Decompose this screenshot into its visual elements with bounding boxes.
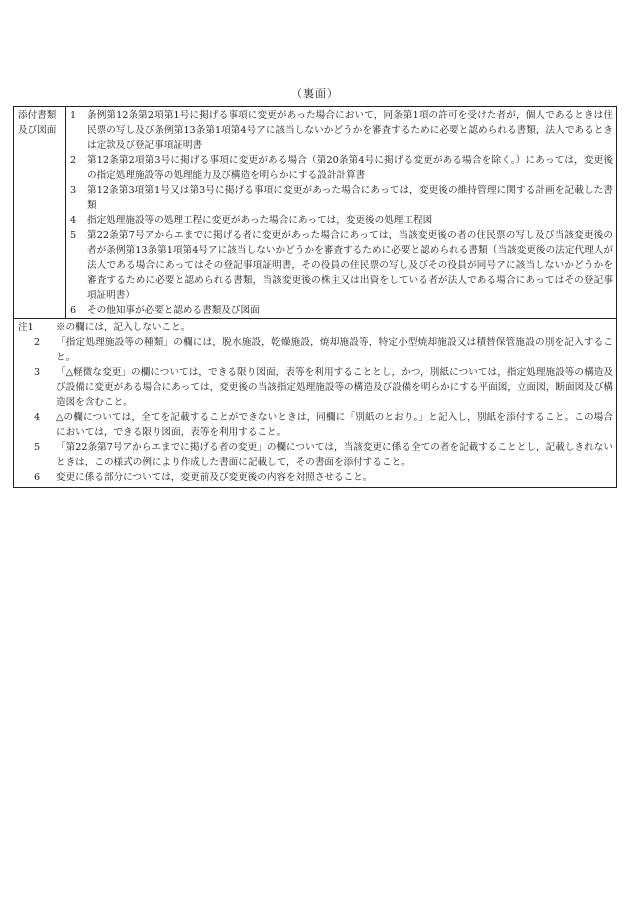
note-number: 4 — [33, 412, 41, 423]
attachment-item-number: 2 — [70, 155, 77, 166]
note-text: ※の欄には，記入しないこと。 — [56, 322, 191, 333]
attachments-label-line2: 及び図面 — [18, 125, 57, 136]
attachments-label — [14, 107, 66, 318]
note-text: 変更に係る部分については，変更前及び変更後の内容を対照させること。 — [56, 472, 373, 483]
note-text: 「△軽微な変更」の欄については，できる限り図面，表等を利用することとし，かつ，別紙については，指定処理施設等の構造及び設備に変更がある場合にあっては，変更後の当該指定処理施設等の構造及び設備を明らかにする平面図，立面図，断面図及び構造図を含むこと。 — [56, 367, 613, 408]
note-text: 「指定処理施設等の種類」の欄には，脱水施設，乾燥施設，焼却施設等，特定小型焼却施設又は積替保管施設の別を記入すること。 — [56, 337, 613, 363]
note-number: 3 — [33, 367, 41, 378]
note-text: △の欄については，全てを記載することができないときは，同欄に「別紙のとおり。」と記入し，別紙を添付すること。この場合においては，できる限り図面，表等を利用すること。 — [56, 412, 613, 438]
attachment-item-5 — [70, 228, 613, 303]
attachment-item-number: 4 — [70, 215, 77, 226]
attachment-item-number: 3 — [70, 185, 77, 196]
note-5 — [18, 440, 613, 470]
note-2 — [18, 335, 613, 365]
note-3 — [18, 365, 613, 410]
note-number: 6 — [33, 472, 41, 483]
attachments-list — [66, 107, 616, 318]
attachment-item-text: その他知事が必要と認める書類及び図面 — [87, 305, 260, 316]
attachment-item-number: 6 — [70, 305, 77, 316]
attachment-item-text: 指定処理施設等の処理工程に変更があった場合にあっては，変更後の処理工程図 — [87, 215, 433, 226]
attachment-item-4 — [70, 213, 613, 228]
notes-section — [14, 319, 616, 487]
attachment-item-text: 第22条第7号アからエまでに掲げる者に変更があった場合にあっては，当該変更後の者の住民票の写し及び当該変更後の者が条例第13条第1項第4号アに該当しないかどうかを審査するために必要と認められる書類（当該変更後の法定代理人が法人である場合にあってはその登記事項証明書，その役員の住民票の写し及びその役員が同号アに該当しないかどうかを審査するために必要と認められる書類，当該変更後の株主又は出資をしている者が法人である場合にあってはその登記事項証明書） — [87, 230, 613, 301]
note-number: 2 — [33, 337, 41, 348]
attachments-label-line1: 添付書類 — [18, 110, 57, 121]
attachment-item-text: 第12条第3項第1号又は第3号に掲げる事項に変更があった場合にあっては，変更後の維持管理に関する計画を記載した書類 — [87, 185, 613, 211]
page-heading: （裏面） — [291, 87, 339, 100]
attachment-item-6 — [70, 303, 613, 318]
attachment-item-text: 条例第12条第2項第1号に掲げる事項に変更があった場合において，同条第1項の許可を受けた者が，個人であるときは住民票の写し及び条例第13条第1項第4号アに該当しないかどうかを審査するために必要と認められる書類，法人であるときは定款及び登記事項証明書 — [87, 110, 613, 151]
attachment-item-number: 1 — [70, 110, 77, 121]
note-text: 「第22条第7号アからエまでに掲げる者の変更」の欄については，当該変更に係る全ての者を記載することとし，記載しきれないときは，この様式の例により作成した書面に記載して，その書面を添付すること。 — [56, 442, 613, 468]
attachment-item-text: 第12条第2項第3号に掲げる事項に変更がある場合（第20条第4号に掲げる変更がある場合を除く。）にあっては，変更後の指定処理施設等の処理能力及び構造を明らかにする設計計算書 — [87, 155, 613, 181]
attachment-item-1 — [70, 108, 613, 153]
note-6 — [18, 470, 613, 485]
note-4 — [18, 410, 613, 440]
note-number: 5 — [33, 442, 41, 453]
attachment-item-number: 5 — [70, 230, 77, 241]
note-number: 注1 — [18, 322, 34, 333]
requirements-table — [13, 106, 617, 488]
attachment-item-3 — [70, 183, 613, 213]
note-1 — [18, 320, 613, 335]
attachment-item-2 — [70, 153, 613, 183]
attachments-row — [14, 107, 616, 319]
